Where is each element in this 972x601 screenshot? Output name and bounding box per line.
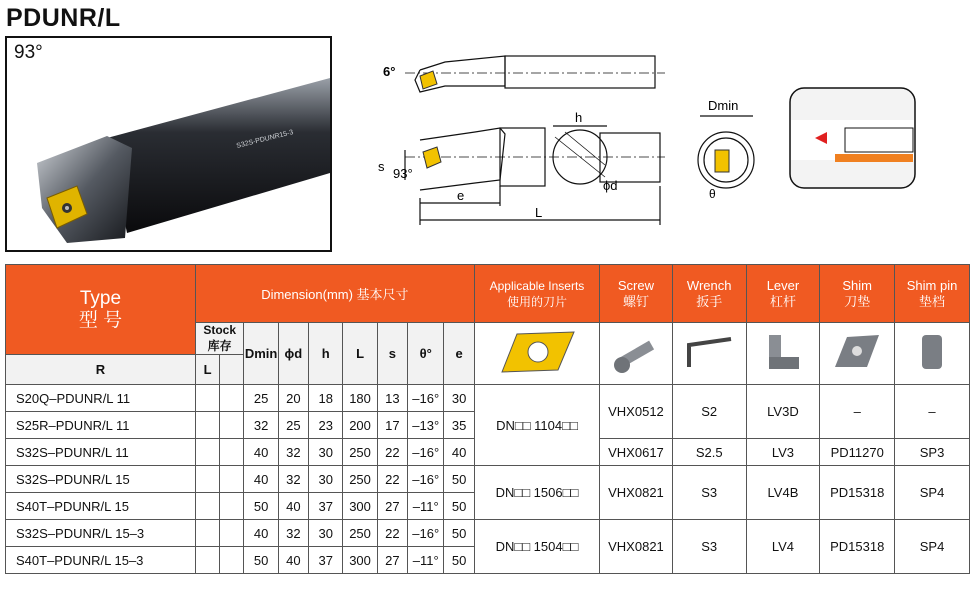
lever-code: LV4B [746,466,820,520]
col-e: e [444,323,474,385]
type-header-cn: 型 号 [78,309,123,331]
cell-d: 25 [278,412,308,439]
cell-h: 30 [309,520,343,547]
product-photo [5,36,332,252]
page-title: PDUNR/L [6,4,121,32]
shimpin-header-en: Shim pin [906,277,958,293]
cell-dmin: 40 [244,520,278,547]
cell-e: 50 [444,547,474,574]
shimpin-code: SP4 [895,520,970,574]
shim-code: PD15318 [820,520,895,574]
lever-header-cn: 杠杆 [769,293,796,309]
cell-s: 27 [377,493,407,520]
cell-e: 40 [444,439,474,466]
insert-code: DN□□ 1506□□ [474,466,599,520]
row-type: S25R–PDUNR/L 11 [6,412,196,439]
cell-theta: –16° [408,466,444,493]
tool-marking: S32S-PDUNR15-3 [235,129,295,150]
lever-code: LV3D [746,385,820,439]
cell-theta: –16° [408,385,444,412]
wrench-image [672,323,746,385]
cell-theta: –13° [408,412,444,439]
col-theta: θ° [408,323,444,385]
e-label: e [457,188,465,203]
L-label: L [535,205,543,220]
angle-93-label: 93° [393,166,413,181]
row-type: S40T–PDUNR/L 15 [6,493,196,520]
wrench-code: S3 [672,520,746,574]
cell-e: 30 [444,385,474,412]
screw-header-en: Screw [617,277,655,293]
shimpin-code: – [895,385,970,439]
inserts-header-cn: 使用的刀片 [506,294,567,309]
cell-dmin: 50 [244,493,278,520]
photo-angle-label: 93° [14,42,43,63]
cell-d: 40 [278,493,308,520]
phi-d-label: ϕd [603,178,618,193]
cell-s: 22 [377,520,407,547]
cell-s: 27 [377,547,407,574]
col-d: ϕd [278,323,308,385]
cell-dmin: 50 [244,547,278,574]
cell-h: 37 [309,547,343,574]
top-angle-label: 6° [383,64,396,79]
shim-header-en: Shim [842,277,873,293]
cell-e: 50 [444,493,474,520]
insert-code: DN□□ 1104□□ [474,385,599,466]
col-L: L [343,323,377,385]
shimpin-code: SP4 [895,466,970,520]
shim-code: PD15318 [820,466,895,520]
wrench-header-en: Wrench [686,277,732,293]
cell-theta: –11° [408,547,444,574]
stock-r: R [6,355,196,385]
wrench-header-cn: 扳手 [696,293,723,309]
row-type: S20Q–PDUNR/L 11 [6,385,196,412]
shim-header [820,265,895,323]
cell-s: 17 [377,412,407,439]
shimpin-code: SP3 [895,439,970,466]
inserts-header [474,265,599,323]
cell-d: 40 [278,547,308,574]
type-header-en: Type [79,287,122,309]
shimpin-header-cn: 垫档 [919,293,946,309]
cell-L: 300 [343,493,377,520]
cell-s: 22 [377,439,407,466]
shimpin-header [895,265,970,323]
shim-code: PD11270 [820,439,895,466]
cell-e: 50 [444,466,474,493]
row-type: S32S–PDUNR/L 11 [6,439,196,466]
cell-d: 20 [278,385,308,412]
cell-h: 30 [309,439,343,466]
cell-dmin: 32 [244,412,278,439]
col-h: h [309,323,343,385]
table-row [6,466,970,493]
cell-L: 200 [343,412,377,439]
shim-header-cn: 刀垫 [844,293,871,309]
cell-theta: –16° [408,520,444,547]
screw-code: VHX0512 [600,385,673,439]
screw-header-cn: 螺钉 [622,293,649,309]
screw-code: VHX0617 [600,439,673,466]
cell-d: 32 [278,439,308,466]
wrench-code: S3 [672,466,746,520]
insert-image [474,323,599,385]
shim-image [820,323,895,385]
theta-label: θ [709,187,716,201]
cell-L: 180 [343,385,377,412]
cell-d: 32 [278,520,308,547]
lever-header [746,265,820,323]
cell-e: 50 [444,520,474,547]
screw-code: VHX0821 [600,520,673,574]
h-label: h [575,110,583,125]
inserts-header-en: Applicable Inserts [489,278,585,293]
cell-dmin: 40 [244,439,278,466]
stock-header: Stock 库存 [195,323,243,355]
stock-l: L [195,355,219,385]
cell-L: 250 [343,439,377,466]
wrench-code: S2 [672,385,746,439]
wrench-code: S2.5 [672,439,746,466]
lever-image [746,323,820,385]
screw-image [600,323,673,385]
row-type: S32S–PDUNR/L 15–3 [6,520,196,547]
screw-code: VHX0821 [600,466,673,520]
row-type: S40T–PDUNR/L 15–3 [6,547,196,574]
col-s: s [377,323,407,385]
table-row [6,520,970,547]
cell-s: 22 [377,466,407,493]
cell-h: 30 [309,466,343,493]
col-dmin: Dmin [244,323,278,385]
shimpin-image [895,323,970,385]
dimension-header: Dimension(mm) 基本尺寸 [195,265,474,323]
cell-theta: –11° [408,493,444,520]
s-label: s [378,159,385,174]
cell-L: 300 [343,547,377,574]
wrench-header [672,265,746,323]
cell-h: 18 [309,385,343,412]
cell-d: 32 [278,466,308,493]
shim-code: – [820,385,895,439]
row-type: S32S–PDUNR/L 15 [6,466,196,493]
lever-code: LV3 [746,439,820,466]
cell-h: 23 [309,412,343,439]
cell-L: 250 [343,466,377,493]
cell-dmin: 40 [244,466,278,493]
cell-s: 13 [377,385,407,412]
lever-code: LV4 [746,520,820,574]
cell-h: 37 [309,493,343,520]
table-row [6,385,970,412]
type-header [6,265,196,355]
spec-table [5,264,970,574]
boring-bar-image [7,38,330,250]
cell-theta: –16° [408,439,444,466]
cell-L: 250 [343,520,377,547]
cell-e: 35 [444,412,474,439]
lever-header-en: Lever [766,277,800,293]
screw-header [600,265,673,323]
insert-code: DN□□ 1504□□ [474,520,599,574]
cell-dmin: 25 [244,385,278,412]
technical-drawing [375,40,972,230]
dmin-label: Dmin [708,98,739,113]
